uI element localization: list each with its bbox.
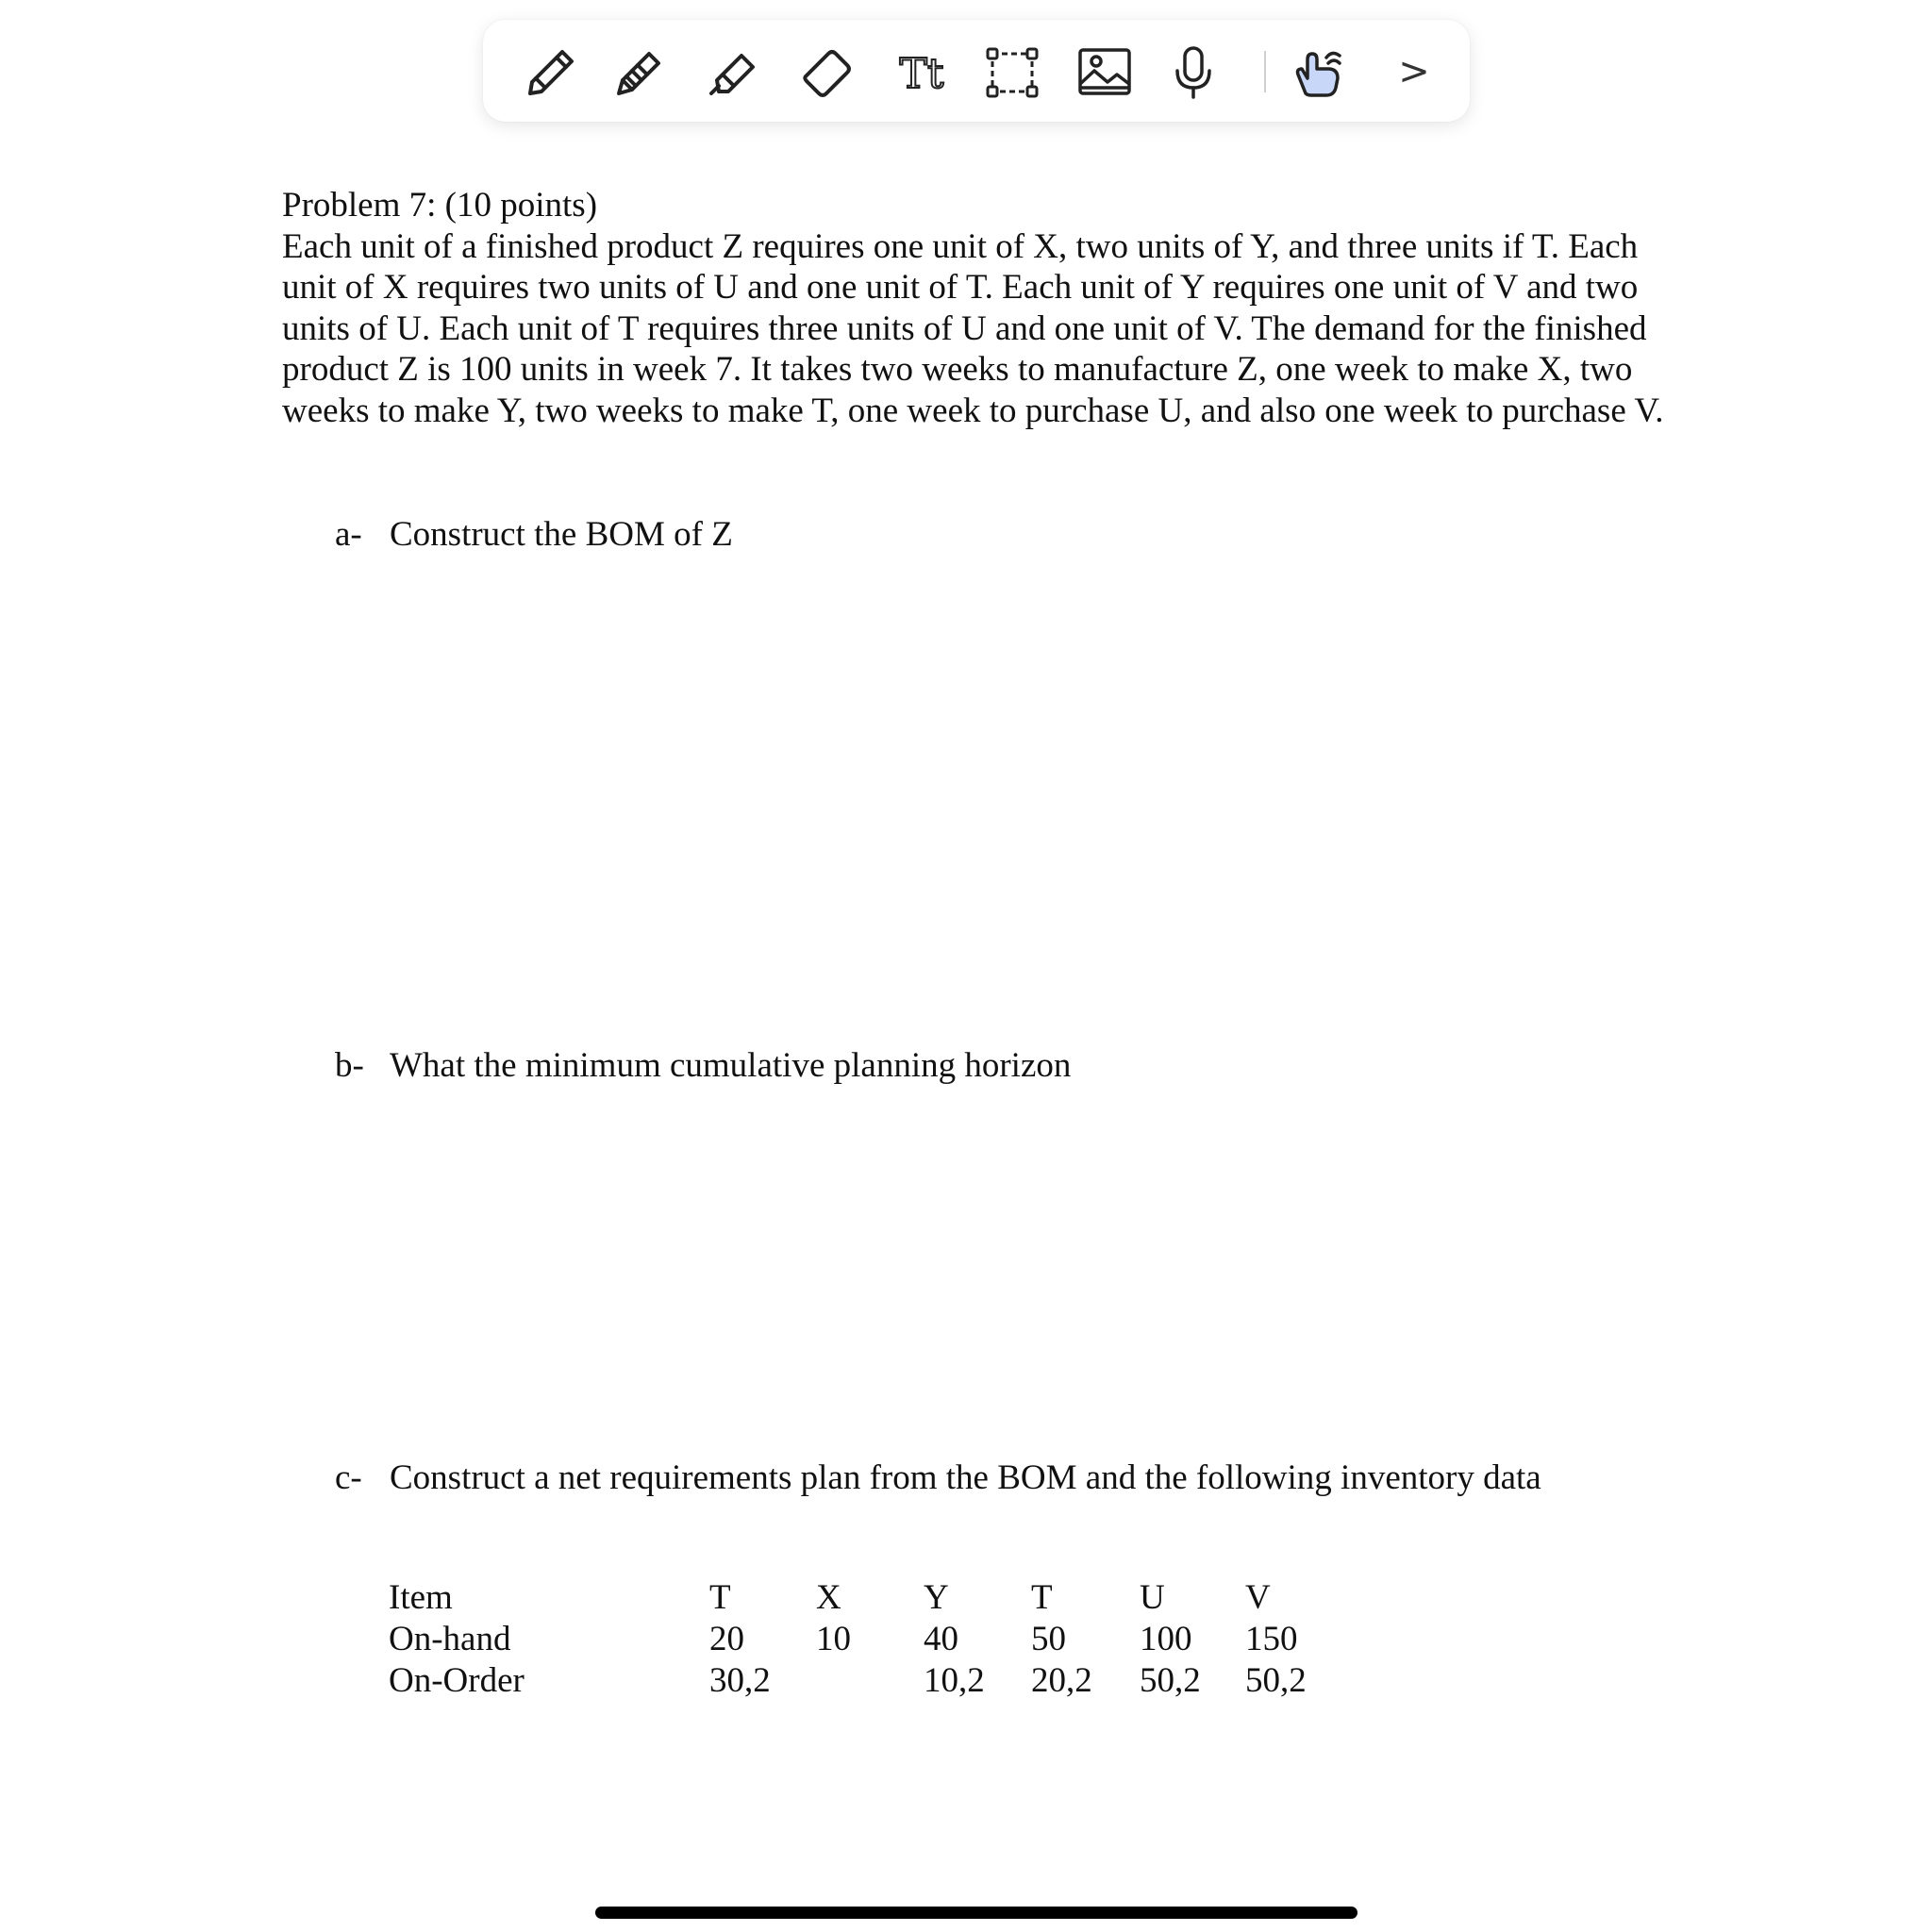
table-cell: 50,2 xyxy=(1140,1661,1201,1700)
microphone-icon[interactable] xyxy=(1162,41,1224,103)
table-cell: 100 xyxy=(1140,1620,1192,1658)
annotation-toolbar xyxy=(483,20,1470,122)
marker-icon[interactable] xyxy=(702,41,764,103)
question-c-label: c- xyxy=(335,1458,362,1497)
image-icon[interactable] xyxy=(1074,41,1136,103)
table-cell: 20,2 xyxy=(1031,1661,1092,1700)
table-cell: 40 xyxy=(924,1620,958,1658)
text-style-icon[interactable] xyxy=(891,41,953,103)
table-cell: 10,2 xyxy=(924,1661,985,1700)
table-cell: U xyxy=(1140,1578,1165,1617)
problem-statement: Each unit of a finished product Z requires one unit of X, two units of Y, and three units if T. Each unit of X requires two units of U and one unit of T. Each unit of Y requires one unit of V and two units of U. Each unit of T requires three units of U and one unit of V. The demand for the finished product Z is 100 units in week 7. It takes two weeks to manufacture Z, one week to make X, two weeks to make Y, two weeks to make T, one week to purchase U, and also one week to purchase V. xyxy=(282,226,1664,430)
problem-title: Problem 7: (10 points) xyxy=(282,186,598,225)
question-a-text: Construct the BOM of Z xyxy=(390,515,733,554)
question-c xyxy=(335,1457,1541,1498)
text-tool-label: Tt xyxy=(899,50,944,98)
table-cell: T xyxy=(709,1578,731,1617)
chevron-right-icon[interactable] xyxy=(1383,41,1445,103)
table-cell: T xyxy=(1031,1578,1053,1617)
home-indicator[interactable] xyxy=(595,1907,1357,1919)
toolbar-divider xyxy=(1264,51,1266,92)
table-cell: 150 xyxy=(1245,1620,1298,1658)
touch-hand-icon[interactable] xyxy=(1287,41,1349,103)
table-cell: Y xyxy=(924,1578,949,1617)
table-cell: 50 xyxy=(1031,1620,1066,1658)
question-a xyxy=(335,514,733,555)
table-cell: 20 xyxy=(709,1620,744,1658)
question-b-label: b- xyxy=(335,1046,364,1085)
problem-block xyxy=(282,185,1697,431)
question-b xyxy=(335,1045,1071,1086)
table-cell: 10 xyxy=(816,1620,851,1658)
table-cell: 30,2 xyxy=(709,1661,771,1700)
question-b-text: What the minimum cumulative planning horizon xyxy=(390,1046,1072,1085)
row-label: On-Order xyxy=(389,1661,525,1700)
more-label: > xyxy=(1398,50,1430,93)
table-cell: 50,2 xyxy=(1245,1661,1307,1700)
question-c-text: Construct a net requirements plan from the BOM and the following inventory data xyxy=(390,1458,1541,1497)
eraser-icon[interactable] xyxy=(796,41,858,103)
table-cell: X xyxy=(816,1578,841,1617)
question-a-label: a- xyxy=(335,515,362,554)
lasso-select-icon[interactable] xyxy=(981,41,1043,103)
pen-icon[interactable] xyxy=(519,41,581,103)
row-label: Item xyxy=(389,1578,453,1617)
pencil-icon[interactable] xyxy=(608,41,670,103)
row-label: On-hand xyxy=(389,1620,511,1658)
table-cell: V xyxy=(1245,1578,1271,1617)
